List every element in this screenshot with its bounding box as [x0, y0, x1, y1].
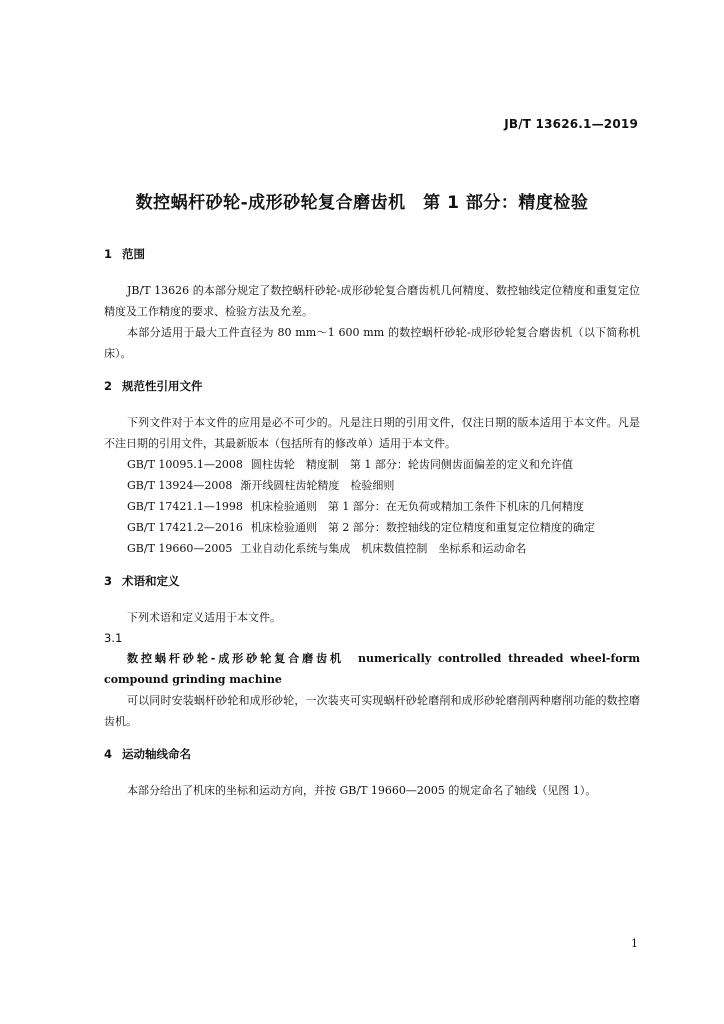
reference-item — [104, 475, 640, 496]
paragraph: 本部分给出了机床的坐标和运动方向，并按 GB/T 19660—2005 的规定命名了轴线（见图 1）。 — [127, 784, 597, 797]
section-title: 范围 — [122, 247, 145, 261]
section-number: 1 — [104, 247, 113, 261]
reference-code: GB/T 19660—2005 — [127, 542, 233, 555]
reference-item — [104, 517, 640, 538]
section-number: 3 — [104, 574, 113, 588]
document-title: 数控蜗杆砂轮-成形砂轮复合磨齿机 第 1 部分：精度检验 — [135, 193, 589, 213]
section-title: 术语和定义 — [122, 574, 180, 588]
section-heading — [104, 744, 640, 764]
section-axis-designation — [104, 744, 640, 801]
section-heading — [104, 244, 640, 264]
document-body — [104, 244, 640, 801]
reference-title: 机床检验通则 第 2 部分：数控轴线的定位精度和重复定位精度的确定 — [250, 521, 595, 534]
reference-code: GB/T 17421.2—2016 — [127, 521, 243, 534]
section-heading — [104, 571, 640, 591]
term-name-en: numerically controlled threaded wheel-form compound grinding machine — [104, 652, 640, 686]
section-normative-references — [104, 376, 640, 559]
standard-code: JB/T 13626.1—2019 — [504, 117, 638, 131]
reference-title: 机床检验通则 第 1 部分：在无负荷或精加工条件下机床的几何精度 — [250, 500, 584, 513]
section-heading — [104, 376, 640, 396]
term-number: 3.1 — [104, 631, 123, 645]
page-number: 1 — [631, 937, 638, 950]
reference-item — [104, 454, 640, 475]
reference-list — [104, 454, 640, 559]
reference-title: 工业自动化系统与集成 机床数值控制 坐标系和运动命名 — [240, 542, 527, 555]
reference-code: GB/T 10095.1—2008 — [127, 458, 243, 471]
paragraph: 下列术语和定义适用于本文件。 — [127, 611, 281, 624]
reference-title: 圆柱齿轮 精度制 第 1 部分：轮齿同侧齿面偏差的定义和允许值 — [250, 458, 573, 471]
reference-code: GB/T 13924—2008 — [127, 479, 233, 492]
reference-title: 渐开线圆柱齿轮精度 检验细则 — [240, 479, 395, 492]
section-number: 2 — [104, 379, 113, 393]
term-name-zh: 数控蜗杆砂轮-成形砂轮复合磨齿机 — [127, 652, 345, 665]
section-title: 规范性引用文件 — [122, 379, 203, 393]
paragraph: 本部分适用于最大工件直径为 80 mm～1 600 mm 的数控蜗杆砂轮-成形砂轮复合磨齿机（以下简称机床）。 — [104, 326, 640, 360]
paragraph: JB/T 13626 的本部分规定了数控蜗杆砂轮-成形砂轮复合磨齿机几何精度、数控轴线定位精度和重复定位精度及工作精度的要求、检验方法及允差。 — [104, 284, 640, 318]
section-number: 4 — [104, 747, 113, 761]
reference-item — [104, 496, 640, 517]
paragraph: 下列文件对于本文件的应用是必不可少的。凡是注日期的引用文件，仅注日期的版本适用于本文件。凡是不注日期的引用文件，其最新版本（包括所有的修改单）适用于本文件。 — [104, 416, 640, 450]
section-title: 运动轴线命名 — [122, 747, 191, 761]
section-scope — [104, 244, 640, 364]
section-terms-definitions — [104, 571, 640, 732]
reference-code: GB/T 17421.1—1998 — [127, 500, 243, 513]
term-definition: 可以同时安装蜗杆砂轮和成形砂轮，一次装夹可实现蜗杆砂轮磨削和成形砂轮磨削两种磨削功能的数控磨齿机。 — [104, 694, 640, 728]
reference-item — [104, 538, 640, 559]
term-entry — [104, 648, 640, 690]
